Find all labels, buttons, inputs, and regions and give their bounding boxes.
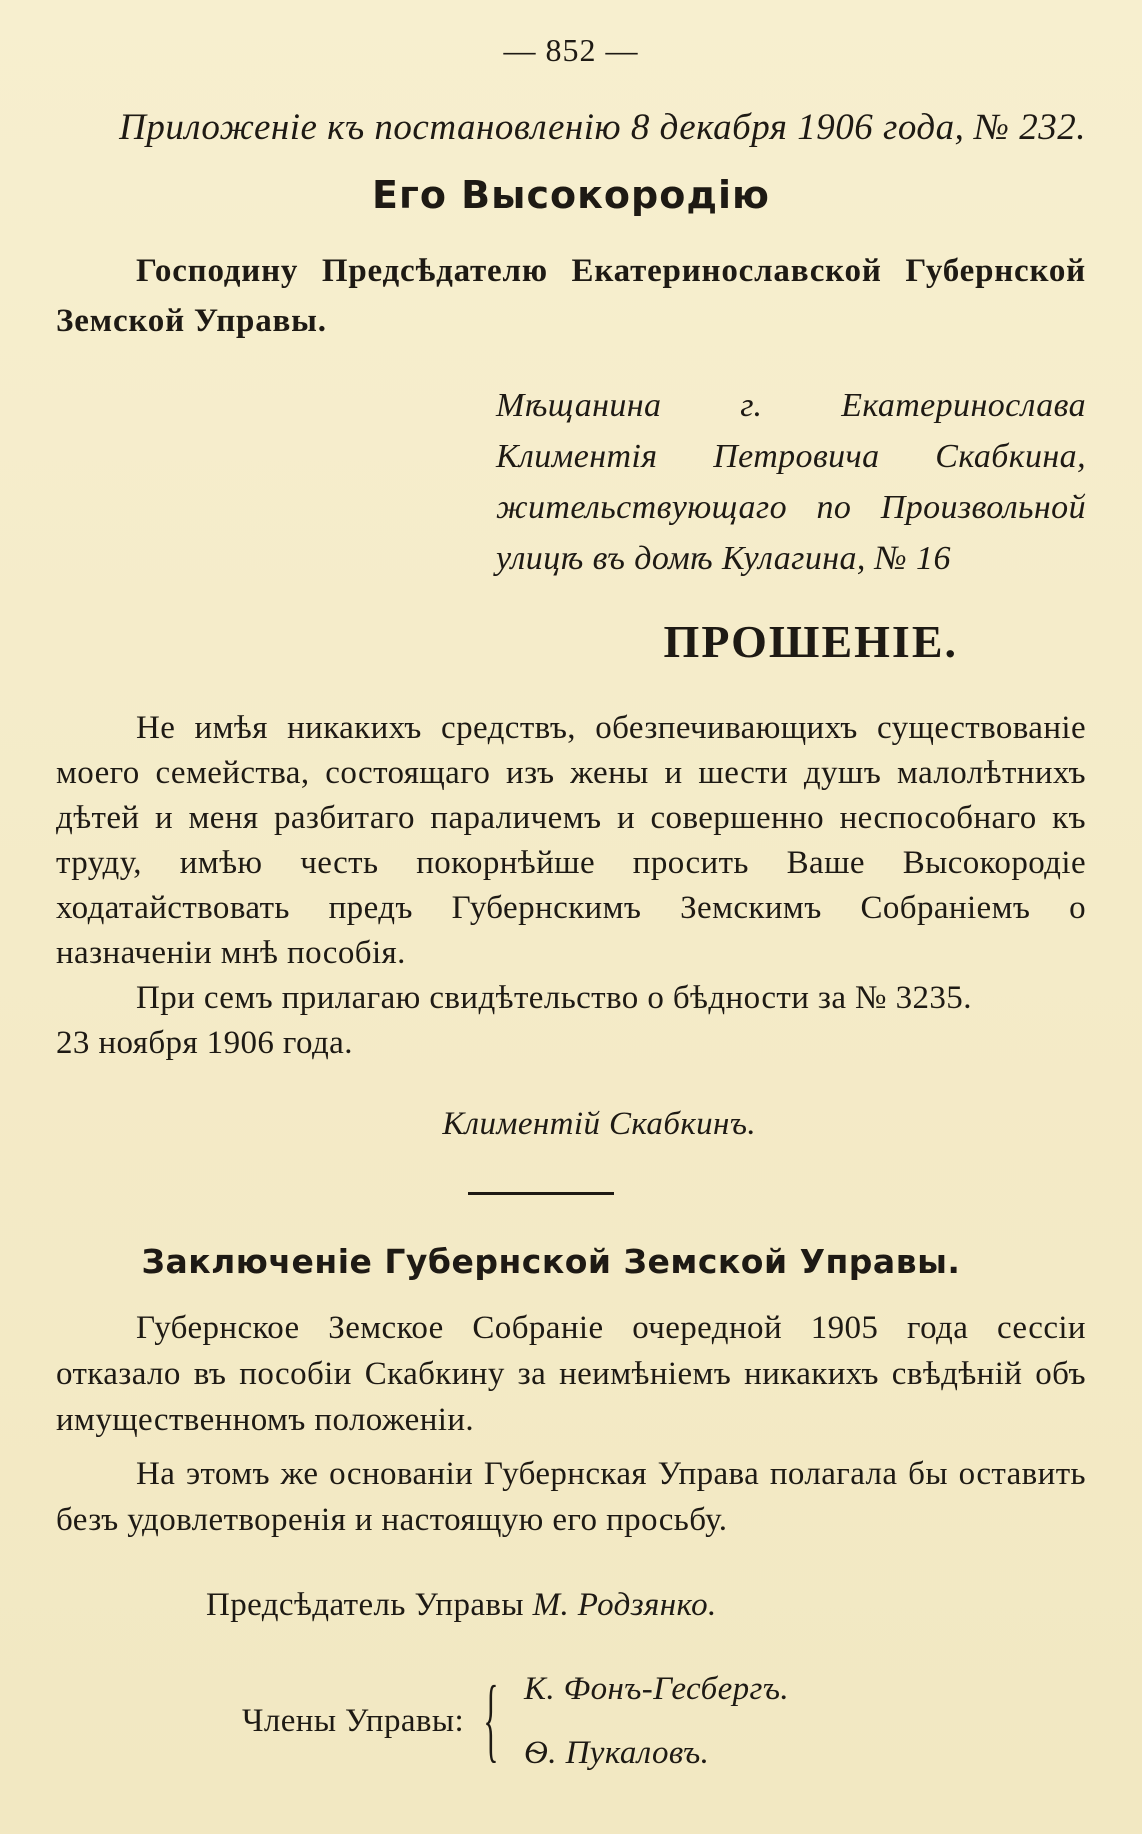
petition-title: ПРОШЕНІЕ. bbox=[663, 616, 958, 667]
members-label: Члены Управы: bbox=[242, 1703, 465, 1739]
brace-symbol: { bbox=[483, 1668, 499, 1773]
petition-date: 23 ноября 1906 года. bbox=[56, 1025, 353, 1061]
petition-paragraph: Не имѣя никакихъ средствъ, обезпечивающихъ существованіе моего семейства, состоящаго изъ жены и шести душъ малолѣтнихъ дѣтей и меня разбитаго параличемъ и совершенно неспособнаго къ труду, имѣю честь покорнѣйше просить Ваше Высокородіе ходатайствовать предъ Губернскимъ Земскимъ Собраніемъ о назначеніи мнѣ пособія. bbox=[56, 710, 1086, 971]
chairman-label: Предсѣдатель Управы bbox=[206, 1587, 524, 1623]
members-list bbox=[524, 1657, 789, 1785]
chairman-name: М. Родзянко. bbox=[532, 1587, 717, 1623]
conclusion-heading: Заключеніе Губернской Земской Управы. bbox=[141, 1242, 961, 1281]
petition-attachment-paragraph: При семъ прилагаю свидѣтельство о бѣдности за № 3235. bbox=[136, 980, 972, 1016]
conclusion-paragraph: Губернское Земское Собраніе очередной 1905 года сессіи отказало въ пособіи Скабкину за неимѣніемъ никакихъ свѣдѣній объ имущественномъ положеніи. bbox=[56, 1310, 1086, 1438]
petitioner-signature: Климентій Скабкинъ. bbox=[442, 1106, 756, 1142]
conclusion-paragraph: На этомъ же основаніи Губернская Управа полагала бы оставить безъ удовлетворенія и настоящую его просьбу. bbox=[56, 1456, 1086, 1538]
member-name: Ѳ. Пукаловъ. bbox=[524, 1735, 710, 1771]
appendix-reference: Приложеніе къ постановленію 8 декабря 1906 года, № 232. bbox=[119, 107, 1086, 148]
board-members bbox=[242, 1657, 1086, 1785]
page-number: — 852 — bbox=[503, 32, 639, 68]
honorific-heading: Его Высокородію bbox=[372, 173, 770, 217]
section-divider bbox=[468, 1192, 614, 1195]
member-name: К. Фонъ-Гесбергъ. bbox=[524, 1671, 789, 1707]
document-content bbox=[56, 30, 1086, 1785]
sender-block: Мѣщанина г. Екатеринослава Климентія Петровича Скабкина, жительствующаго по Произвольной улицѣ въ домѣ Кулагина, № 16 bbox=[496, 387, 1086, 577]
addressee: Господину Предсѣдателю Екатеринославской Губернской Земской Управы. bbox=[56, 253, 1086, 339]
chairman-line bbox=[206, 1583, 1086, 1627]
